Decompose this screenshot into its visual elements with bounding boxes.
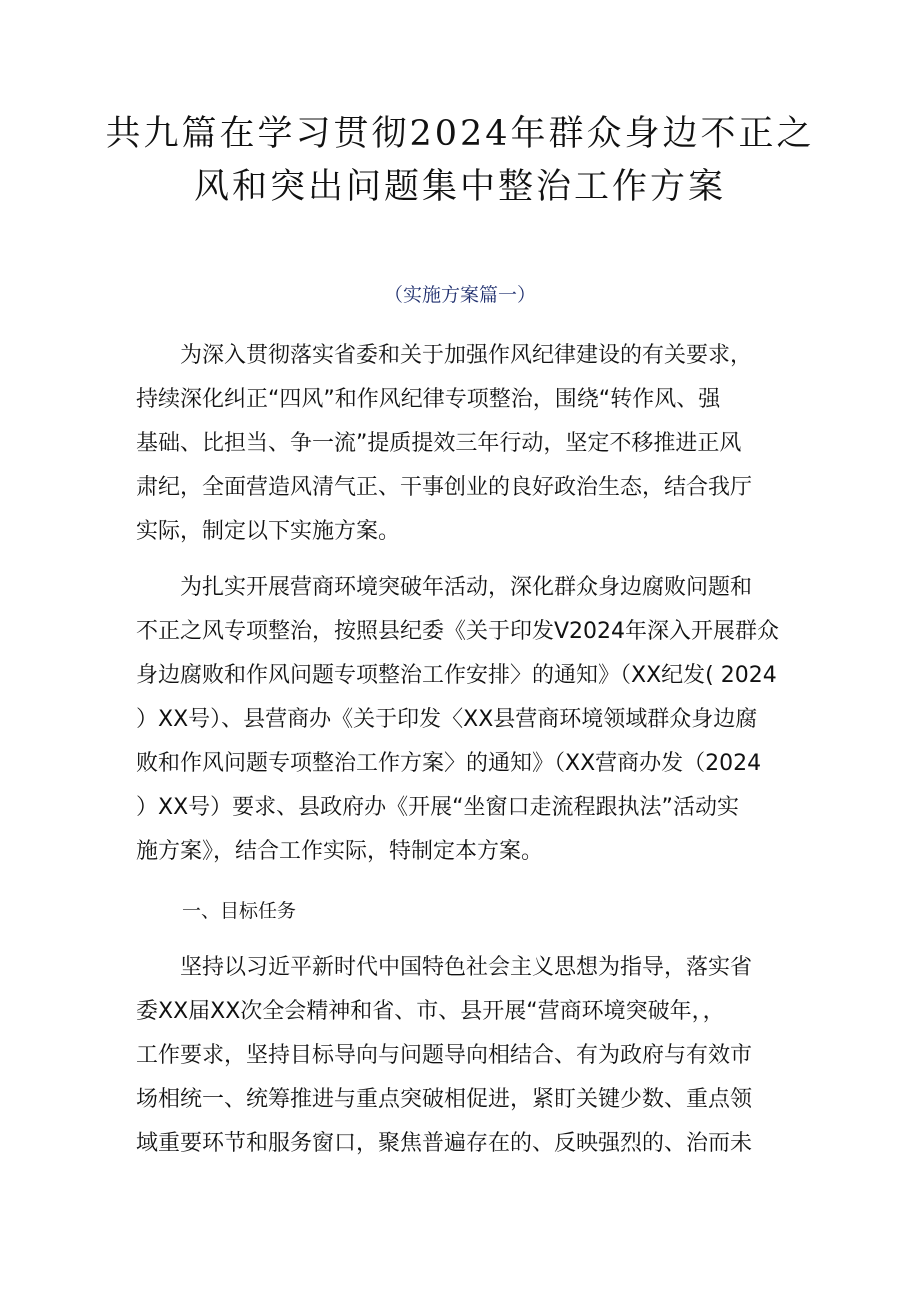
section-heading: 一、目标任务 [182, 900, 297, 922]
text-line: 身边腐败和作风问题专项整治工作安排〉的通知》（XX纪发( 2024 [136, 663, 777, 688]
text-line: 不正之风专项整治，按照县纪委《关于印发V2024年深入开展群众 [136, 619, 780, 644]
text-line: 败和作风问题专项整治工作方案〉的通知》（XX营商办发（2024 [136, 751, 762, 776]
text-line: 持续深化纠正“四风”和作风纪律专项整治，围绕“转作风、强 [136, 387, 721, 412]
title-line: 风和突出问题集中整治工作方案 [193, 167, 726, 207]
document-title [60, 108, 860, 214]
paragraph-basis [136, 566, 796, 874]
text-line: ）XX号）、县营商办《关于印发〈XX县营商环境领域群众身边腐 [136, 707, 758, 732]
text-line: 基础、比担当、争一流”提质提效三年行动，坚定不移推进正风 [136, 431, 742, 456]
text-line: 为扎实开展营商环境突破年活动，深化群众身边腐败问题和 [136, 575, 753, 600]
paragraph-intro [136, 334, 796, 554]
text-line: 域重要环节和服务窗口，聚焦普遍存在的、反映强烈的、治而未 [136, 1131, 753, 1156]
text-line: 肃纪，全面营造风清气正、干事创业的良好政治生态，结合我厅 [136, 475, 753, 500]
paragraph-goals [136, 946, 796, 1166]
text-line: 施方案》，结合工作实际，特制定本方案。 [136, 839, 544, 864]
text-line: 实际，制定以下实施方案。 [136, 519, 401, 544]
text-line: 坚持以习近平新时代中国特色社会主义思想为指导，落实省 [136, 955, 753, 980]
title-line: 共九篇在学习贯彻2024年群众身边不正之 [105, 114, 815, 154]
text-line: 委XX届XX次全会精神和省、市、县开展“营商环境突破年，， [136, 999, 725, 1024]
text-line: 为深入贯彻落实省委和关于加强作风纪律建设的有关要求， [136, 343, 753, 368]
text-line: ）XX号）要求、县政府办《开展“坐窗口走流程跟执法”活动实 [136, 795, 739, 820]
text-line: 工作要求，坚持目标导向与问题导向相结合、有为政府与有效市 [136, 1043, 753, 1068]
document-subtitle: （实施方案篇一） [383, 284, 536, 306]
text-line: 场相统一、统筹推进与重点突破相促进，紧盯关键少数、重点领 [136, 1087, 753, 1112]
